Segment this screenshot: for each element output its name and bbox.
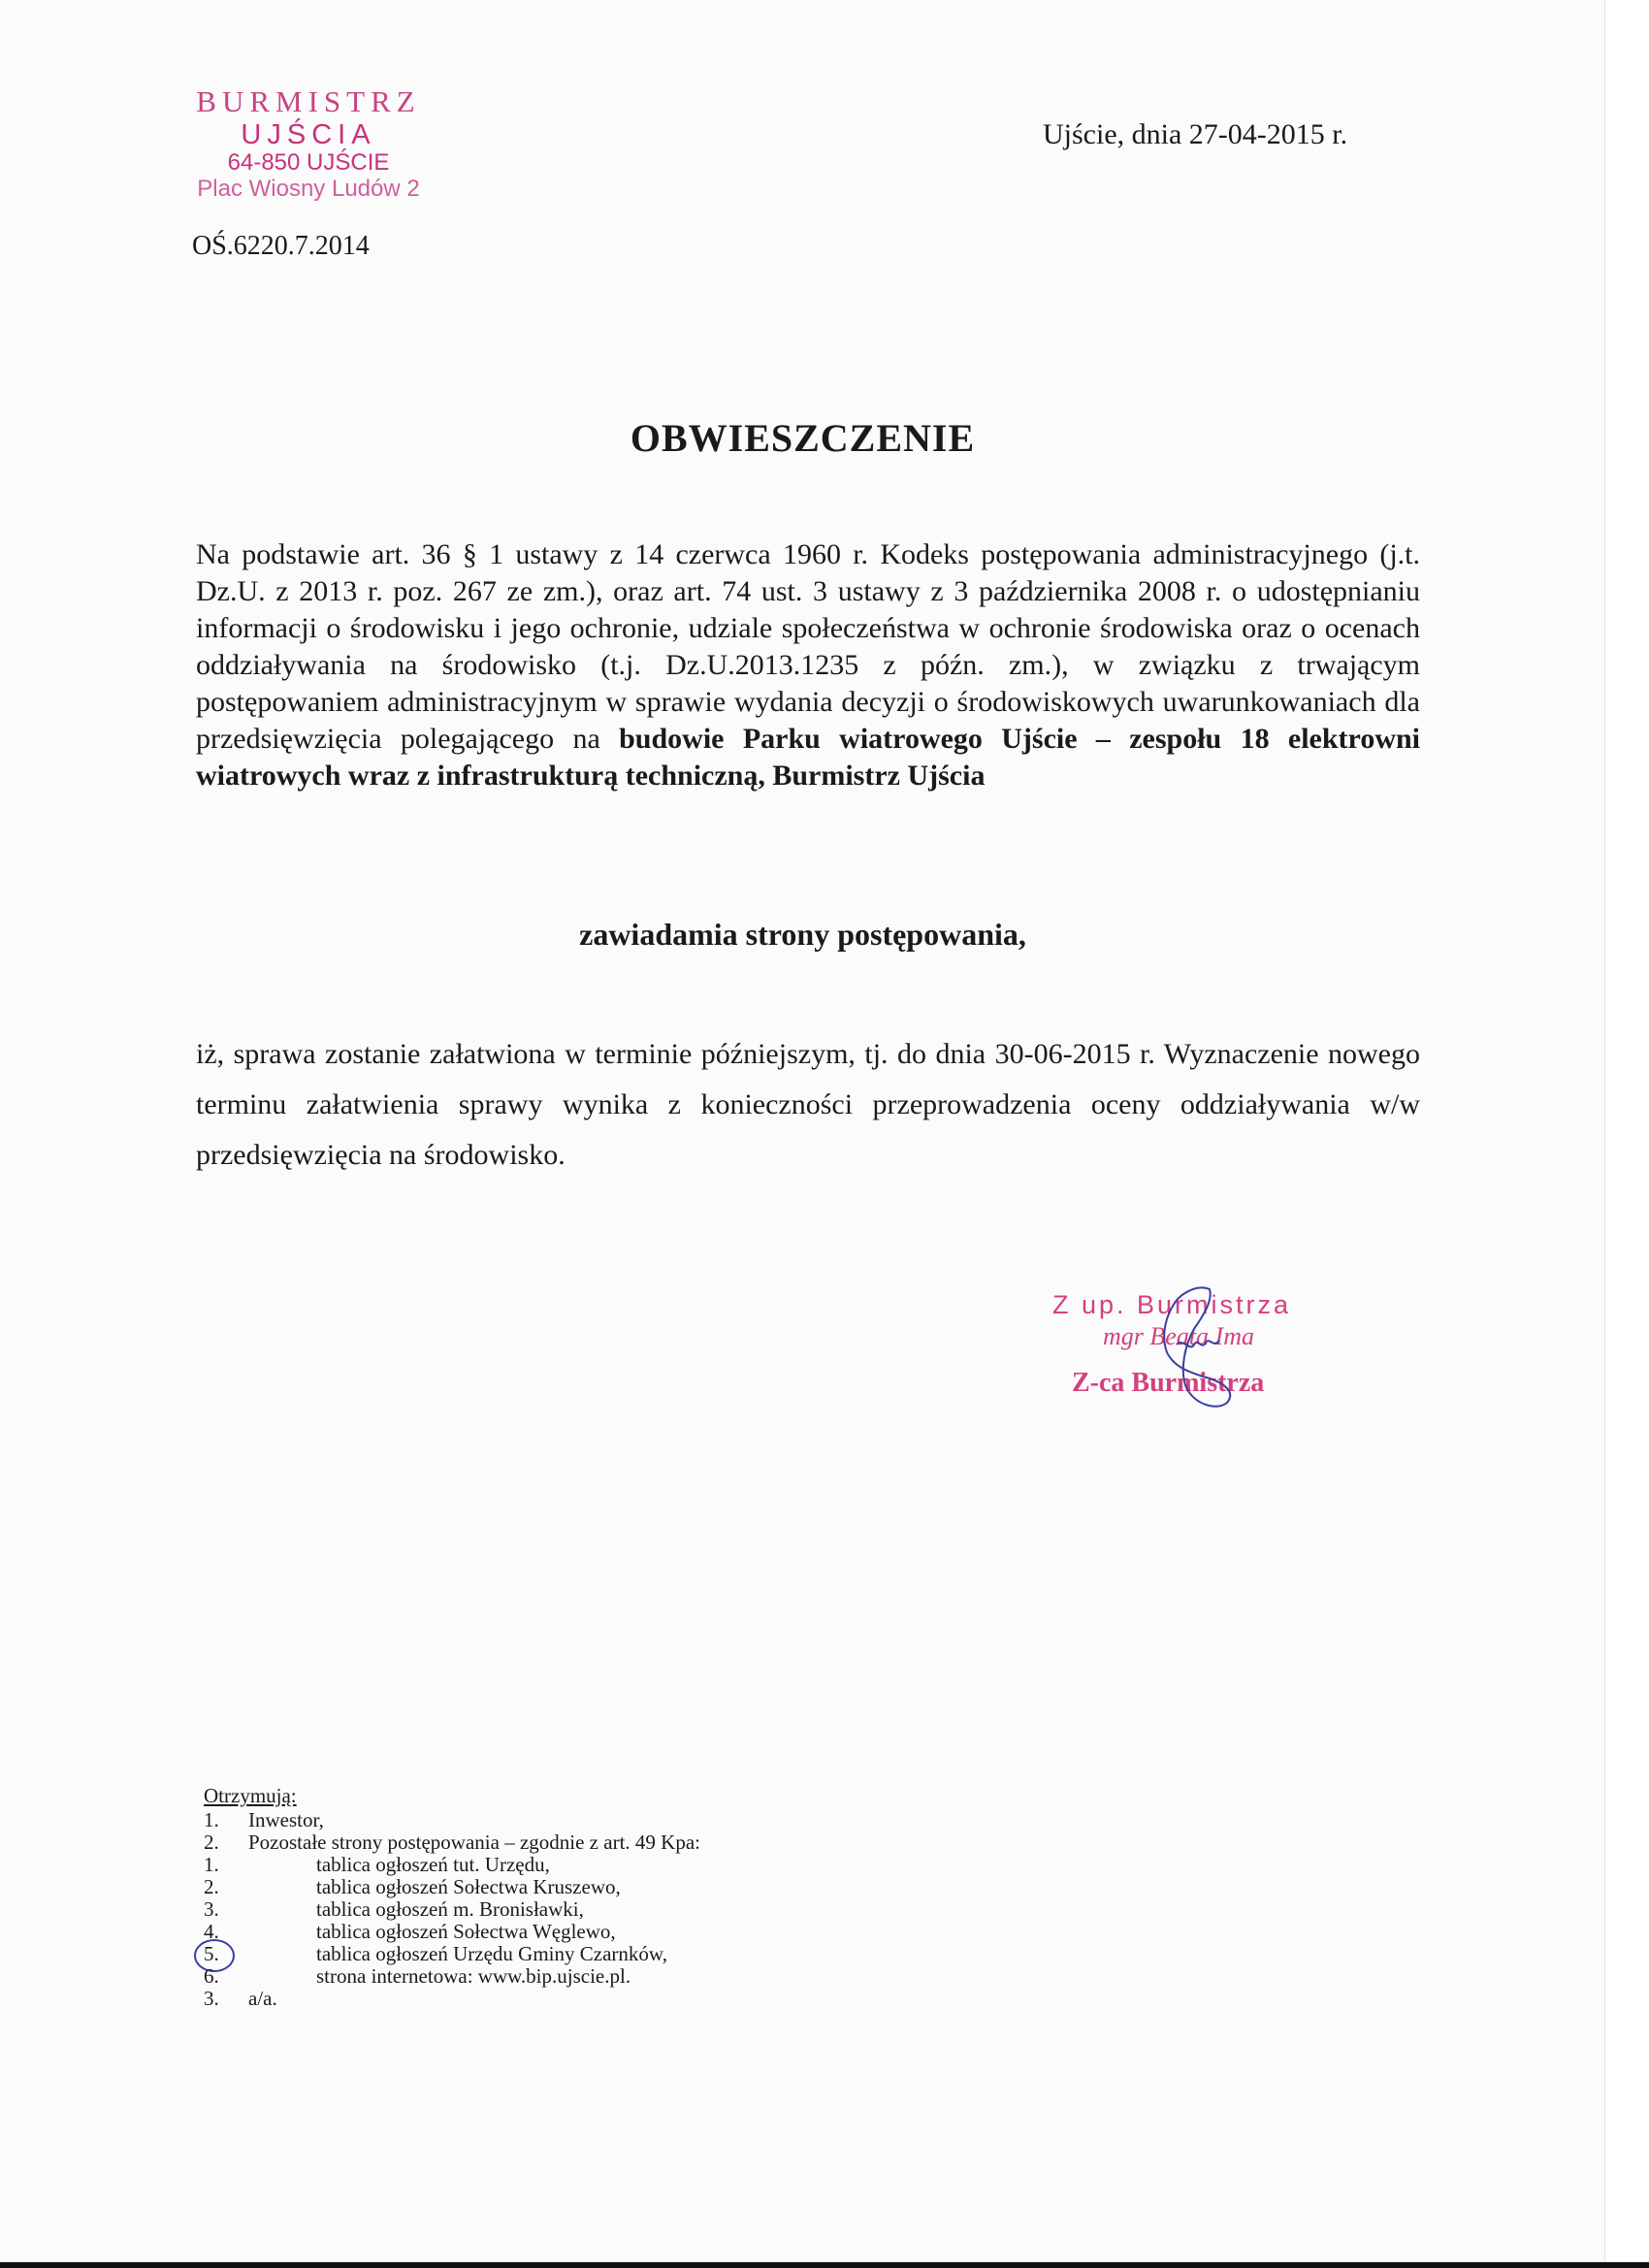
- stamp-line-2: UJŚCIA: [241, 118, 376, 150]
- recipient-item: [204, 1943, 1077, 1965]
- reference-number: OŚ.6220.7.2014: [192, 231, 370, 261]
- stamp-line-4: Plac Wiosny Ludów 2: [197, 176, 420, 203]
- stamp-line-1: BURMISTRZ: [196, 84, 421, 118]
- recipient-number: 1.: [204, 1808, 219, 1831]
- signature-line-2: mgr Beata Ima: [1103, 1322, 1254, 1350]
- recipients-heading: Otrzymują:: [204, 1784, 297, 1807]
- recipient-text: tablica ogłoszeń Urzędu Gminy Czarnków,: [316, 1942, 667, 1965]
- recipient-number: 1.: [204, 1853, 219, 1876]
- office-stamp: [163, 85, 454, 203]
- signature-line-1: Z up. Burmistrza: [1052, 1290, 1292, 1319]
- recipient-number: 4.: [204, 1920, 219, 1943]
- signature-line-3: Z-ca Burmistrza: [1072, 1368, 1265, 1398]
- recipient-item: [204, 1965, 1077, 1988]
- recipient-item: [204, 1809, 1077, 1831]
- recipient-text: tablica ogłoszeń m. Bronisławki,: [316, 1897, 584, 1921]
- stamp-line-3: 64-850 UJŚCIE: [227, 149, 390, 177]
- legal-basis-paragraph: [196, 536, 1420, 794]
- recipient-item: [204, 1876, 1077, 1898]
- recipient-text: strona internetowa: www.bip.ujscie.pl.: [316, 1964, 631, 1988]
- recipient-number: 2.: [204, 1875, 219, 1898]
- recipient-number: 6.: [204, 1964, 219, 1988]
- recipient-text: tablica ogłoszeń Sołectwa Kruszewo,: [316, 1875, 621, 1898]
- recipients-list: [204, 1785, 1077, 2010]
- paragraph1-text: Na podstawie art. 36 § 1 ustawy z 14 czerwca 1960 r. Kodeks postępowania administracyjnego (j.t. Dz.U. z 2013 r. poz. 267 ze zm.), oraz art. 74 ust. 3 ustawy z 3 października 2008 r. o udostępnianiu informacji o środowisku i jego ochronie, udziale społeczeństwa w ochronie środowiska oraz o ocenach oddziaływania na środowisko (t.j. Dz.U.2013.1235 z późn. zm.), w związku z trwającym postępowaniem administracyjnym w sprawie wydania decyzji o środowiskowych uwarunkowaniach dla przedsięwzięcia polegającego na: [196, 538, 1420, 755]
- scan-edge: [1604, 0, 1649, 2268]
- recipient-item: [204, 1921, 1077, 1943]
- recipient-text: Pozostałe strony postępowania – zgodnie z art. 49 Kpa:: [248, 1831, 700, 1854]
- recipient-item: [204, 1831, 1077, 1854]
- recipient-number: 3.: [204, 1897, 219, 1921]
- document-date: Ujście, dnia 27-04-2015 r.: [1043, 118, 1348, 150]
- recipient-number: 3.: [204, 1987, 219, 2010]
- recipient-item: [204, 1898, 1077, 1921]
- recipient-item: [204, 1988, 1077, 2010]
- handwritten-signature-icon: [1130, 1284, 1266, 1410]
- scan-bottom-edge: [0, 2262, 1649, 2268]
- recipient-text: tablica ogłoszeń tut. Urzędu,: [316, 1853, 550, 1876]
- document-title: OBWIESZCZENIE: [630, 416, 976, 460]
- deadline-paragraph: iż, sprawa zostanie załatwiona w terminie późniejszym, tj. do dnia 30-06-2015 r. Wyznaczenie nowego terminu załatwienia sprawy wynika z konieczności przeprowadzenia oceny oddziaływania w/w przedsięwzięcia na środowisko.: [196, 1038, 1420, 1171]
- notice-subtitle: zawiadamia strony postępowania,: [579, 917, 1026, 952]
- paragraph1-bold: budowie Parku wiatrowego Ujście – zespołu 18 elektrowni wiatrowych wraz z infrastrukturą techniczną, Burmistrz Ujścia: [196, 723, 1421, 792]
- recipient-item: [204, 1854, 1077, 1876]
- recipient-number: 2.: [204, 1831, 219, 1854]
- recipient-text: a/a.: [248, 1987, 277, 2010]
- signature-stamp: [1052, 1290, 1363, 1416]
- recipient-text: tablica ogłoszeń Sołectwa Węglewo,: [316, 1920, 616, 1943]
- recipients-rows: [204, 1809, 1077, 2010]
- recipient-text: Inwestor,: [248, 1808, 324, 1831]
- recipient-number: 5.: [204, 1943, 219, 1965]
